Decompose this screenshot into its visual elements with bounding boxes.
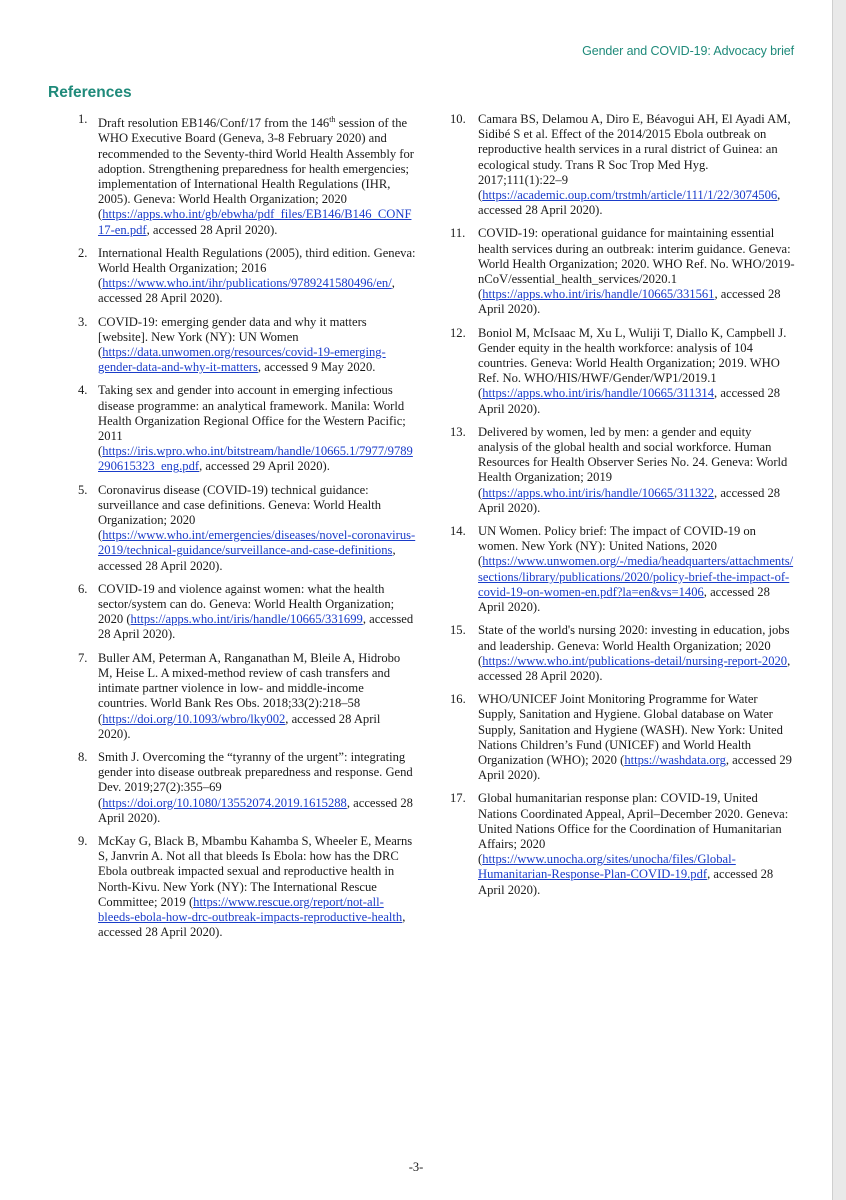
reference-text xyxy=(98,582,413,642)
section-title: References xyxy=(48,84,132,101)
reference-number: 9. xyxy=(78,833,88,848)
reference-link[interactable]: https://www.rescue.org/report/not-all-bleeds-ebola-how-drc-outbreak-impacts-reproductive-health xyxy=(98,894,403,924)
reference-item xyxy=(450,623,795,684)
reference-citation: COVID-19 and violence against women: what the health sector/system can do. Geneva: World Health Organization; 2020 ( xyxy=(98,581,395,627)
reference-item xyxy=(78,834,416,940)
reference-citation: Draft resolution EB146/Conf/17 from the 146 xyxy=(98,116,330,131)
reference-citation: WHO/UNICEF Joint Monitoring Programme for Water Supply, Sanitation and Hygiene. Global database on Water Supply, Sanitation and Hygiene (WASH). New York: United Nations Children’s Fund (UNICEF) and World Health Organization (WHO); 2020 ( xyxy=(478,692,783,767)
reference-number: 5. xyxy=(78,482,88,497)
reference-accessed-date: , accessed 28 April 2020). xyxy=(98,795,413,825)
references-column-left xyxy=(78,112,416,948)
document-header-title: Gender and COVID-19: Advocacy brief xyxy=(582,44,794,58)
reference-citation: Coronavirus disease (COVID-19) technical guidance: surveillance and case definitions. Geneva: World Health Organization; 2020 ( xyxy=(98,482,382,543)
reference-accessed-date: , accessed 9 May 2020. xyxy=(257,360,376,375)
references-column-right xyxy=(450,112,795,906)
reference-text xyxy=(478,692,792,782)
reference-text xyxy=(98,750,413,825)
reference-number: 6. xyxy=(78,581,88,596)
reference-item xyxy=(450,692,795,783)
reference-link[interactable]: https://data.unwomen.org/resources/covid-19-emerging-gender-data-and-why-it-matters xyxy=(98,345,386,375)
reference-text xyxy=(478,791,788,896)
reference-text xyxy=(98,483,415,573)
reference-accessed-date: , accessed 28 April 2020). xyxy=(146,222,278,237)
reference-superscript: th xyxy=(329,115,336,124)
reference-item xyxy=(78,383,416,474)
reference-text xyxy=(98,315,386,375)
page-number: -3- xyxy=(408,1160,424,1174)
reference-citation: McKay G, Black B, Mbambu Kahamba S, Wheeler E, Mearns S, Janvrin A. Not all that bleeds Is Ebola: how has the DRC Ebola outbreak impacted sexual and reproductive health in North-Kivu. New York (NY): The International Rescue Committee; 2019 ( xyxy=(98,833,413,909)
reference-number: 17. xyxy=(450,791,466,806)
reference-accessed-date: , accessed 28 April 2020). xyxy=(98,612,414,642)
reference-text xyxy=(478,112,791,217)
reference-link[interactable]: https://apps.who.int/iris/handle/10665/311314 xyxy=(482,386,715,401)
reference-accessed-date: , accessed 28 April 2020). xyxy=(478,386,781,416)
reference-item xyxy=(78,246,416,307)
reference-citation: International Health Regulations (2005), third edition. Geneva: World Health Organization; 2016 ( xyxy=(98,245,416,291)
reference-text xyxy=(98,383,413,473)
reference-item xyxy=(78,315,416,376)
reference-link[interactable]: https://www.unocha.org/sites/unocha/files/Global-Humanitarian-Response-Plan-COVID-19.pdf xyxy=(478,852,736,882)
reference-link[interactable]: https://doi.org/10.1093/wbro/lky002 xyxy=(102,711,286,726)
reference-citation: Boniol M, McIsaac M, Xu L, Wuliji T, Diallo K, Campbell J. Gender equity in the health workforce: analysis of 104 countries. Geneva: World Health Organization; 2019. WHO Ref. No. WHO/HIS/HWF/Gender/WP1/2019.1 ( xyxy=(478,325,787,401)
reference-item xyxy=(78,750,416,826)
reference-item xyxy=(450,326,795,417)
reference-link[interactable]: https://apps.who.int/iris/handle/10665/311322 xyxy=(482,485,715,500)
reference-text xyxy=(478,524,793,614)
reference-accessed-date: , accessed 28 April 2020). xyxy=(478,188,781,218)
reference-citation: Buller AM, Peterman A, Ranganathan M, Bleile A, Hidrobo M, Heise L. A mixed-method review of cash transfers and intimate partner violence in low- and middle-income countries. World Bank Res Obs. 2018;33(2):218–58 ( xyxy=(98,650,401,726)
reference-citation: Delivered by women, led by men: a gender and equity analysis of the global health and social workforce. Human Resources for Health Observer Series No. 24. Geneva: World Health Organization; 2019 ( xyxy=(478,424,788,500)
reference-accessed-date: , accessed 28 April 2020). xyxy=(478,653,791,683)
reference-link[interactable]: https://iris.wpro.who.int/bitstream/handle/10665.1/7977/9789290615323_eng.pdf xyxy=(98,444,413,474)
reference-link[interactable]: https://apps.who.int/iris/handle/10665/331699 xyxy=(130,612,363,627)
reference-citation: UN Women. Policy brief: The impact of COVID-19 on women. New York (NY): United Nations, 2020 ( xyxy=(478,524,756,569)
reference-citation-continued: session of the WHO Executive Board (Geneva, 3-8 February 2020) and recommended to the Seventy-third World Health Assembly for adoption. Strengthening preparedness for health emergencies; implementation of International Health Regulations (IHR, 2005). Geneva: World Health Organization; 2020 ( xyxy=(98,116,414,222)
reference-text xyxy=(478,226,795,316)
reference-text xyxy=(478,326,786,416)
reference-item xyxy=(450,112,795,218)
reference-text xyxy=(478,623,790,683)
reference-link[interactable]: https://apps.who.int/iris/handle/10665/331561 xyxy=(482,287,715,302)
reference-number: 15. xyxy=(450,623,466,638)
reference-text xyxy=(98,651,400,741)
reference-accessed-date: , accessed 28 April 2020). xyxy=(478,485,781,515)
reference-item xyxy=(450,226,795,317)
reference-number: 11. xyxy=(450,226,466,241)
reference-link[interactable]: https://www.who.int/emergencies/diseases/novel-coronavirus-2019/technical-guidance/surveillance-and-case-definitions xyxy=(98,528,416,558)
reference-link[interactable]: https://apps.who.int/gb/ebwha/pdf_files/EB146/B146_CONF17-en.pdf xyxy=(98,207,412,237)
reference-link[interactable]: https://washdata.org xyxy=(624,752,726,767)
reference-accessed-date: , accessed 28 April 2020). xyxy=(478,867,774,897)
reference-citation: State of the world's nursing 2020: investing in education, jobs and leadership. Geneva: World Health Organization; 2020 ( xyxy=(478,623,790,668)
reference-accessed-date: , accessed 28 April 2020). xyxy=(98,711,381,741)
reference-item xyxy=(78,483,416,574)
reference-link[interactable]: https://doi.org/10.1080/13552074.2019.1615288 xyxy=(102,795,347,810)
reference-citation: Smith J. Overcoming the “tyranny of the urgent”: integrating gender into disease outbreak preparedness and response. Gend Dev. 2019;27(2):355–69 ( xyxy=(98,749,413,810)
reference-citation: COVID-19: operational guidance for maintaining essential health services during an outbreak: interim guidance. Geneva: World Health Organization; 2020. WHO Ref. No. WHO/2019-nCoV/essential_health_services/2020.1 ( xyxy=(478,226,795,302)
reference-number: 1. xyxy=(78,112,88,126)
reference-text xyxy=(98,116,414,236)
reference-accessed-date: , accessed 28 April 2020). xyxy=(478,584,770,615)
reference-number: 8. xyxy=(78,749,88,764)
reference-citation: Taking sex and gender into account in emerging infectious disease programme: an analytical framework. Manila: World Health Organization Regional Office for the Western Pacific; 2011 ( xyxy=(98,383,406,459)
reference-number: 16. xyxy=(450,692,466,707)
reference-accessed-date: , accessed 29 April 2020). xyxy=(199,459,330,474)
reference-number: 3. xyxy=(78,314,88,329)
reference-number: 12. xyxy=(450,325,466,340)
reference-text xyxy=(98,246,416,306)
reference-number: 10. xyxy=(450,112,466,126)
reference-item xyxy=(450,524,795,615)
reference-number: 7. xyxy=(78,650,88,665)
reference-number: 14. xyxy=(450,524,466,539)
reference-item xyxy=(78,582,416,643)
reference-citation: COVID-19: emerging gender data and why it matters [website]. New York (NY): UN Women ( xyxy=(98,314,367,360)
reference-citation: Global humanitarian response plan: COVID-19, United Nations Coordinated Appeal, April–December 2020. Geneva: United Nations Office for the Coordination of Humanitarian Affairs; 2020 ( xyxy=(478,791,789,867)
reference-link[interactable]: https://academic.oup.com/trstmh/article/111/1/22/3074506 xyxy=(482,188,778,203)
reference-link[interactable]: https://www.who.int/ihr/publications/9789241580496/en/ xyxy=(102,276,392,291)
reference-text xyxy=(98,834,412,939)
reference-accessed-date: , accessed 28 April 2020). xyxy=(478,287,781,317)
reference-number: 2. xyxy=(78,245,88,260)
reference-item xyxy=(78,651,416,742)
reference-accessed-date: , accessed 28 April 2020). xyxy=(98,909,406,940)
reference-link[interactable]: https://www.who.int/publications-detail/nursing-report-2020 xyxy=(482,653,788,668)
reference-link[interactable]: https://www.unwomen.org/-/media/headquarters/attachments/sections/library/publications/2020/policy-brief-the-impact-of-covid-19-on-women-en.pdf?la=en&vs=1406 xyxy=(478,554,794,599)
reference-item xyxy=(450,425,795,516)
reference-text xyxy=(478,425,787,515)
reference-accessed-date: , accessed 29 April 2020). xyxy=(478,752,792,783)
reference-number: 4. xyxy=(78,383,88,398)
reference-item xyxy=(450,791,795,897)
reference-item xyxy=(78,112,416,238)
reference-citation: Camara BS, Delamou A, Diro E, Béavogui AH, El Ayadi AM, Sidibé S et al. Effect of the 2014/2015 Ebola outbreak on reproductive health services in a rural district of Guinea: an ecological study. Trans R Soc Trop Med Hyg. 2017;111(1):22–9 ( xyxy=(478,112,791,203)
reference-number: 13. xyxy=(450,424,466,439)
reference-accessed-date: , accessed 28 April 2020). xyxy=(98,543,396,573)
reference-accessed-date: , accessed 28 April 2020). xyxy=(98,276,395,306)
